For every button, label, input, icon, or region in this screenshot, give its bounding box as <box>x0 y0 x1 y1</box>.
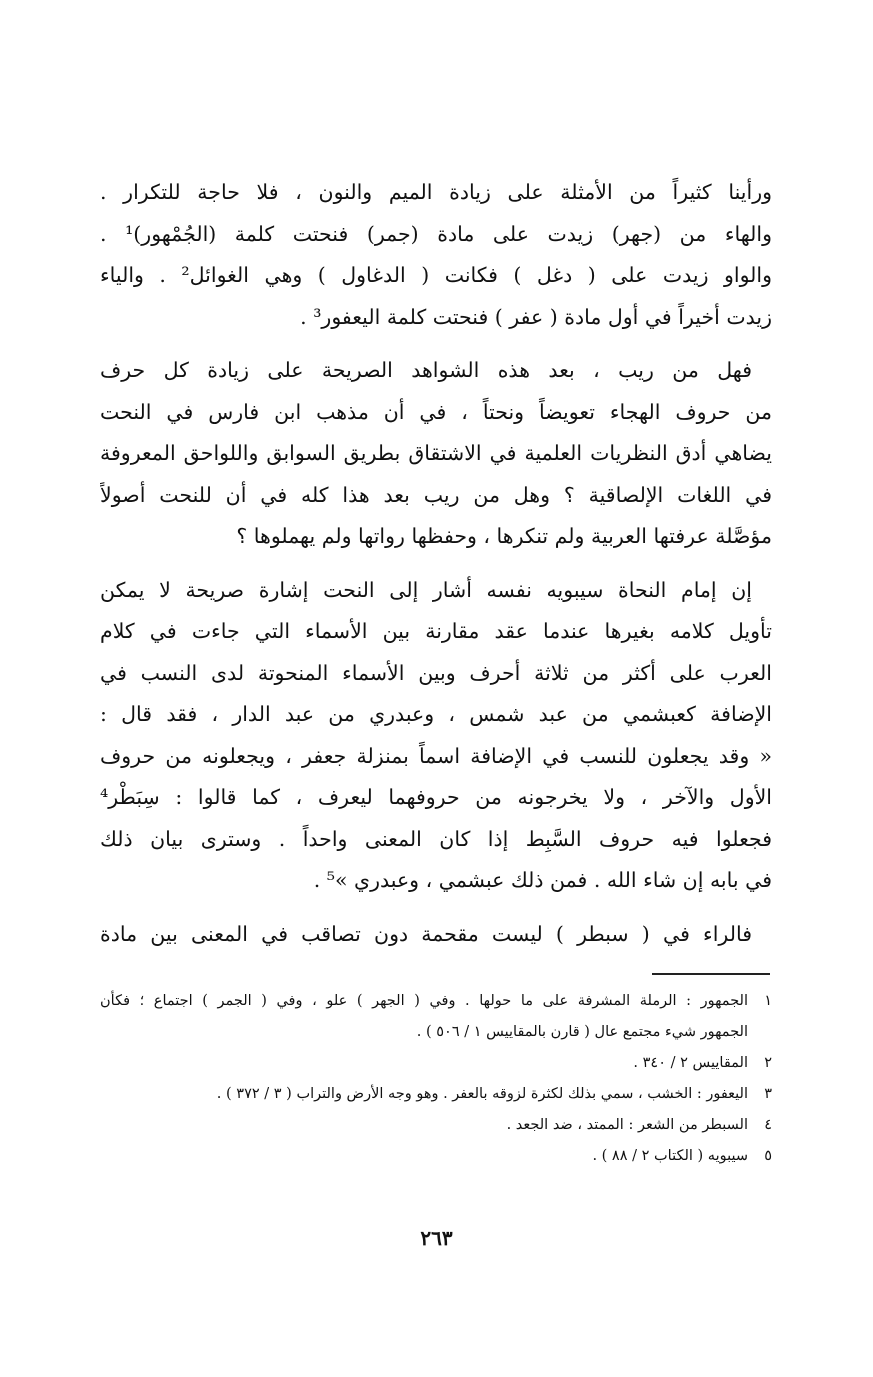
footnote <box>100 986 772 1048</box>
footnote-line <box>100 986 772 1017</box>
text-line: فهل من ريب ، بعد هذه الشواهد الصريحة على زيادة كل حرف <box>100 358 752 382</box>
text-line: في اللغات الإلصاقية ؟ وهل من ريب بعد هذا كله في أن للنحت أصولاً <box>100 482 772 507</box>
text-line: يضاهي أدق النظريات العلمية في الاشتقاق بطريق السوابق واللواحق المعروفة <box>100 441 772 465</box>
main-text <box>100 172 772 955</box>
text-line: والهاء من (جهر) زيدت على مادة (جمر) فنحتت كلمة (الجُمْهور)¹ . <box>100 221 772 246</box>
text-line: من حروف الهجاء تعويضاً ونحتاً ، في أن مذهب ابن فارس في النحت <box>100 399 772 424</box>
text-line: زيدت أخيراً في أول مادة ( عفر ) فنحتت كلمة اليعفور³ . <box>300 304 772 329</box>
paragraph-gap <box>100 338 772 350</box>
footnote-number: ٥ <box>764 1148 772 1164</box>
text-line: فجعلوا فيه حروف السَّبِط إذا كان المعنى واحداً . وسترى بيان ذلك <box>100 826 772 851</box>
paragraph <box>100 172 772 338</box>
footnote-line <box>100 1110 772 1141</box>
paragraph-gap <box>100 558 772 570</box>
page-number: ٢٦٣ <box>420 1226 453 1250</box>
footnote-number: ٤ <box>764 1117 772 1133</box>
paragraph <box>100 914 772 956</box>
paragraph <box>100 570 772 902</box>
footnote-text: السبطر من الشعر : الممتد ، ضد الجعد . <box>506 1117 748 1133</box>
text-line: مؤصَّلة عرفتها العربية ولم تنكرها ، وحفظها رواتها ولم يهملوها ؟ <box>236 524 772 548</box>
footnote <box>100 1079 772 1110</box>
text-line: تأويل كلامه بغيرها عندما عقد مقارنة بين الأسماء التي جاءت في كلام <box>100 619 772 643</box>
text-line: إن إمام النحاة سيبويه نفسه أشار إلى النحت إشارة صريحة لا يمكن <box>100 577 752 602</box>
footnote-text: الجمهور : الرملة المشرفة على ما حولها . وفي ( الجهر ) علو ، وفي ( الجمر ) اجتماع ؛ فكأن <box>100 993 748 1009</box>
footnote <box>100 1110 772 1141</box>
text-line: « وقد يجعلون للنسب في الإضافة اسماً بمنزلة جعفر ، ويجعلونه من حروف <box>100 743 772 768</box>
footnote-line <box>100 1141 772 1172</box>
text-line: في بابه إن شاء الله . فمن ذلك عبشمي ، وعبدري »⁵ . <box>313 868 772 892</box>
text-line: ورأينا كثيراً من الأمثلة على زيادة الميم والنون ، فلا حاجة للتكرار . <box>100 180 772 204</box>
footnote-line <box>100 1048 772 1079</box>
footnote-separator <box>652 973 770 975</box>
footnote <box>100 1048 772 1079</box>
text-line: الإضافة كعبشمي من عبد شمس ، وعبدري من عبد الدار ، فقد قال : <box>100 702 772 726</box>
text-line: والواو زيدت على ( دغل ) فكانت ( الدغاول ) وهي الغوائل² . والياء <box>100 263 772 287</box>
footnote-line <box>100 1079 772 1110</box>
text-line: الأول والآخر ، ولا يخرجونه من حروفهما ليعرف ، كما قالوا : سِبَطْر⁴ <box>100 785 772 809</box>
text-line: فالراء في ( سبطر ) ليست مقحمة دون تصاقب في المعنى بين مادة <box>100 921 752 946</box>
footnote-text: المقاييس ٢ / ٣٤٠ . <box>633 1055 748 1071</box>
text-line: العرب على أكثر من ثلاثة أحرف وبين الأسماء المنحوتة لدى النسب في <box>100 660 772 685</box>
footnote-line: الجمهور شيء مجتمع عال ( قارن بالمقاييس ١ / ٥٠٦ ) . <box>416 1024 748 1040</box>
footnote-number: ١ <box>764 993 772 1009</box>
footnote-text: اليعفور : الخشب ، سمي بذلك لكثرة لزوقه بالعفر . وهو وجه الأرض والتراب ( ٣ / ٣٧٢ ) . <box>216 1086 748 1102</box>
footnote-number: ٢ <box>764 1055 772 1071</box>
footnotes <box>100 986 772 1172</box>
footnote-number: ٣ <box>764 1086 772 1102</box>
paragraph-gap <box>100 902 772 914</box>
footnote-text: سيبويه ( الكتاب ٢ / ٨٨ ) . <box>592 1148 748 1164</box>
paragraph <box>100 350 772 558</box>
footnote <box>100 1141 772 1172</box>
